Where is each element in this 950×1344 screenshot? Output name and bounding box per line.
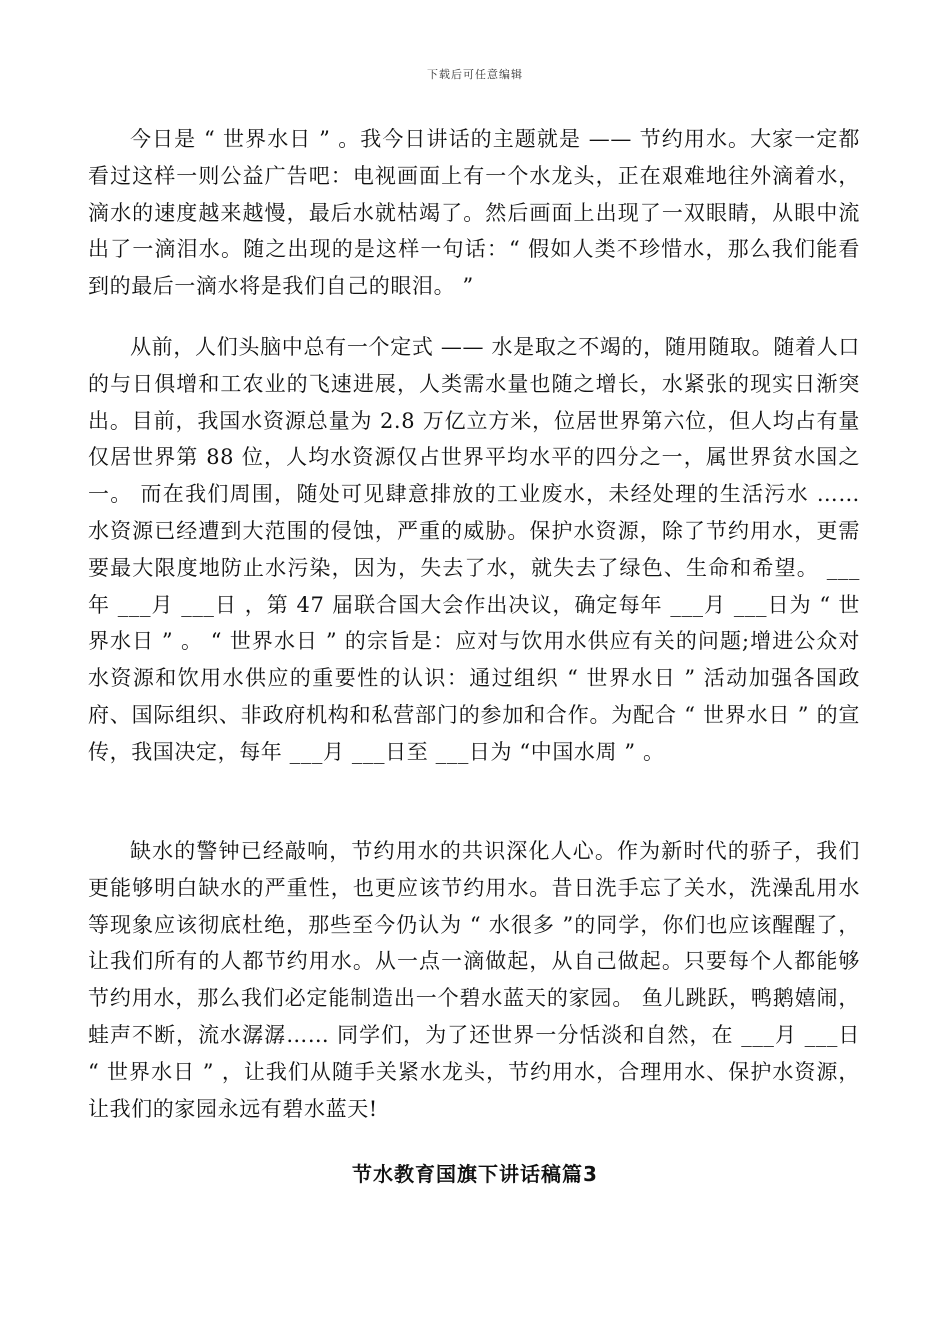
- paragraph-water-resources: [88, 329, 860, 771]
- paragraph-text: 缺水的警钟已经敲响，节约用水的共识深化人心。作为新时代的骄子，我们更能够明白缺水的严重性，也更应该节约用水。昔日洗手忘了关水，洗澡乱用水等现象应该彻底杜绝，那些至今仍认为 “ 水很多 ”的同学，你们也应该醒醒了，让我们所有的人都节约用水。从一点一滴做起，从自己做起。只要每个人都能够节约用水，那么我们必定能制造出一个碧水蓝天的家园。 鱼儿跳跃，鸭鹅嬉闹，蛙声不断，流水潺潺…… 同学们，为了还世界一分恬淡和自然，在 ___月 ___日 “ 世界水日 ” ，让我们从随手关紧水龙头，节约用水，合理用水、保护水资源，让我们的家园永远有碧水蓝天!: [88, 839, 860, 1121]
- page-header-note: 下载后可任意编辑: [427, 68, 523, 81]
- paragraph-text: 从前，人们头脑中总有一个定式 —— 水是取之不竭的，随用随取。随着人口的与日俱增和工农业的飞速进展，人类需水量也随之增长，水紧张的现实日渐突出。目前，我国水资源总量为 2.8 万亿立方米，位居世界第六位，但人均占有量仅居世界第 88 位，人均水资源仅占世界平均水平的四分之一，属世界贫水国之一。 而在我们周围，随处可见肆意排放的工业废水，未经处理的生活污水 …… 水资源已经遭到大范围的侵蚀，严重的威胁。保护水资源，除了节约用水，更需要最大限度地防止水污染，因为，失去了水，就失去了绿色、生命和希望。 ___年 ___月 ___日 ，第 47 届联合国大会作出决议，确定每年 ___月 ___日为 “ 世界水日 ” 。 “ 世界水日 ” 的宗旨是：应对与饮用水供应有关的问题;增进公众对水资源和饮用水供应的重要性的认识：通过组织 “ 世界水日 ” 活动加强各国政府、国际组织、非政府机构和私营部门的参加和合作。为配合 “ 世界水日 ” 的宣传，我国决定，每年 ___月 ___日至 ___日为 “中国水周 ” 。: [88, 335, 860, 764]
- section-heading: 节水教育国旗下讲话稿篇3: [352, 1162, 598, 1186]
- paragraph-world-water-day-intro: [88, 121, 860, 305]
- paragraph-text: 今日是 “ 世界水日 ” 。我今日讲话的主题就是 —— 节约用水。大家一定都看过这样一则公益广告吧：电视画面上有一个水龙头，正在艰难地往外滴着水，滴水的速度越来越慢，最后水就枯竭了。然后画面上出现了一双眼睛，从眼中流出了一滴泪水。随之出现的是这样一句话：“ 假如人类不珍惜水，那么我们能看到的最后一滴水将是我们自己的眼泪。 ”: [88, 127, 860, 299]
- paragraph-call-to-action: [88, 833, 860, 1127]
